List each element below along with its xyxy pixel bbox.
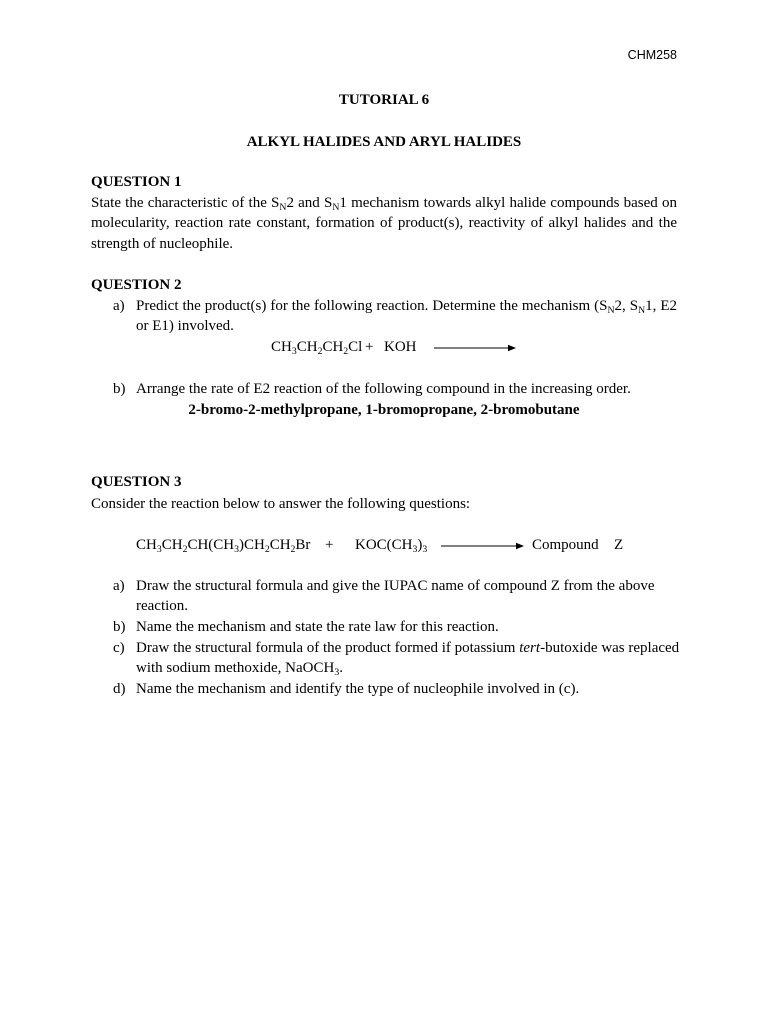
subscript-text: N xyxy=(332,201,340,213)
reaction-2-plus: + xyxy=(325,536,334,553)
text-run: . xyxy=(339,660,343,677)
subscript-text: 2 xyxy=(343,345,349,357)
text-run: Name the mechanism and state the rate law for this reaction. xyxy=(136,618,499,635)
formula-part: CH xyxy=(322,338,344,355)
text-run: 1, E2 xyxy=(645,297,677,314)
text-run: with sodium methoxide, NaOCH xyxy=(136,660,335,677)
part-a-text-line xyxy=(136,296,677,317)
formula-part: CH xyxy=(271,338,292,355)
reaction-arrow-icon xyxy=(432,343,520,353)
reaction-1-reactant-1 xyxy=(271,337,362,358)
text-run: 2, S xyxy=(614,297,639,314)
arrow-head xyxy=(508,345,516,351)
italic-text: tert xyxy=(519,639,541,656)
text-run: strength of nucleophile. xyxy=(91,235,234,252)
part-a-text-line xyxy=(136,316,677,337)
subscript-text: 3 xyxy=(291,345,297,357)
part-c-text-line xyxy=(136,638,680,659)
subscript-text: 2 xyxy=(317,345,323,357)
text-run: Draw the structural formula and give the IUPAC name of compound Z from the above xyxy=(136,577,655,594)
question-1-text-line xyxy=(91,193,677,214)
reaction-1-plus: + xyxy=(365,338,374,355)
formula-part: CH xyxy=(161,536,183,553)
part-b-marker: b) xyxy=(113,380,126,397)
subscript-text: 3 xyxy=(422,543,428,555)
formula-part: )CH xyxy=(238,536,265,553)
subscript-text: 2 xyxy=(290,543,296,555)
topic-title: ALKYL HALIDES AND ARYL HALIDES xyxy=(246,133,522,150)
text-run: 2 and S xyxy=(286,194,333,211)
reaction-1-reactant-2: KOH xyxy=(384,338,417,355)
part-b-marker: b) xyxy=(113,618,126,635)
part-c-marker: c) xyxy=(113,639,125,656)
reaction-2-reactant-2 xyxy=(355,535,427,556)
part-b-compound-list: 2-bromo-2-methylpropane, 1-bromopropane, 2-bromobutane xyxy=(188,401,580,418)
question-1-heading: QUESTION 1 xyxy=(91,173,182,190)
question-2-heading: QUESTION 2 xyxy=(91,276,182,293)
formula-part: CH xyxy=(296,338,318,355)
subscript-text: N xyxy=(279,201,287,213)
part-c-text-line xyxy=(136,658,677,679)
arrow-head xyxy=(516,543,524,549)
formula-part: CH xyxy=(136,536,157,553)
subscript-text: N xyxy=(638,304,646,316)
text-run: State the characteristic of the S xyxy=(91,194,280,211)
subscript-text: 3 xyxy=(334,667,340,679)
reaction-2-reactant-1 xyxy=(136,535,310,556)
subscript-text: 2 xyxy=(264,543,270,555)
part-d-marker: d) xyxy=(113,681,126,697)
subscript-text: 2 xyxy=(182,543,188,555)
formula-part: CH xyxy=(269,536,291,553)
question-3-intro: Consider the reaction below to answer the following questions: xyxy=(91,495,471,512)
formula-part: KOC(CH xyxy=(355,536,413,553)
part-d-text-line xyxy=(136,679,677,700)
part-a-marker: a) xyxy=(113,297,125,314)
text-run: reaction. xyxy=(136,598,189,615)
part-b-text-line xyxy=(136,617,677,638)
reaction-2-product-label: Z xyxy=(614,536,624,553)
question-1-text-line xyxy=(91,213,677,234)
question-3-heading: QUESTION 3 xyxy=(91,473,182,490)
subscript-text: 3 xyxy=(156,543,162,555)
part-a-text-line xyxy=(136,576,677,597)
text-run: -butoxide was replaced xyxy=(540,639,680,656)
formula-part: Br xyxy=(295,536,311,553)
formula-part: ) xyxy=(417,536,423,553)
formula-part: Cl xyxy=(348,338,363,355)
text-run: molecularity, reaction rate constant, formation of product(s), reactivity of alkyl halides and the xyxy=(91,215,677,232)
reaction-2-product: Compound xyxy=(532,536,599,553)
text-run: Predict the product(s) for the following reaction. Determine the mechanism (S xyxy=(136,297,608,314)
question-1-text-line xyxy=(91,234,677,255)
text-run: or E1) involved. xyxy=(136,318,234,335)
tutorial-title: TUTORIAL 6 xyxy=(338,91,430,108)
part-a-text-line xyxy=(136,596,677,617)
course-code: CHM258 xyxy=(627,48,677,62)
subscript-text: 3 xyxy=(234,543,239,555)
text-run: 1 mechanism towards alkyl halide compounds based on xyxy=(339,194,677,211)
formula-part: CH(CH xyxy=(187,536,235,553)
subscript-text: N xyxy=(607,304,615,316)
part-a-marker: a) xyxy=(113,577,125,594)
text-run: Name the mechanism and identify the type of nucleophile involved in (c). xyxy=(136,681,580,697)
subscript-text: 3 xyxy=(412,543,418,555)
reaction-arrow-icon xyxy=(439,541,529,551)
text-run: Draw the structural formula of the product formed if potassium xyxy=(136,639,520,656)
part-b-text: Arrange the rate of E2 reaction of the following compound in the increasing order. xyxy=(136,380,631,397)
